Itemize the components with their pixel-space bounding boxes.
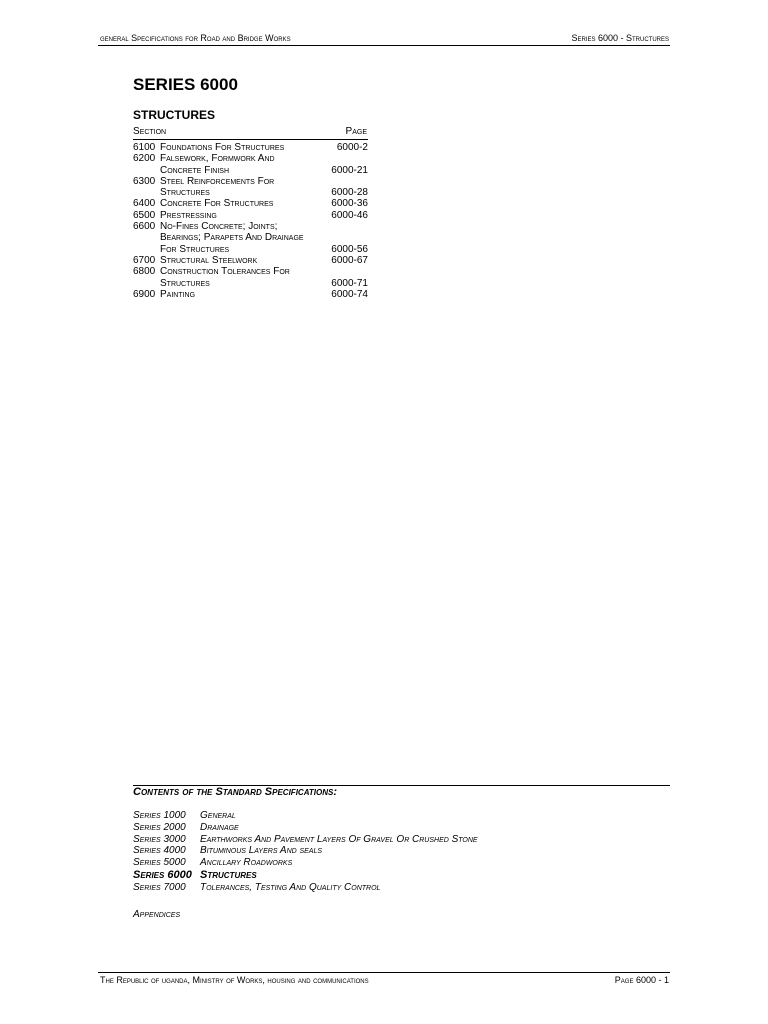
toc-entry-title-line: Concrete For Structures (160, 198, 274, 210)
toc-entry (133, 289, 368, 300)
series-item (133, 882, 478, 894)
series-item-label: Series 4000 (133, 845, 186, 857)
toc-entry-title-line: Structural Steelwork (160, 254, 258, 266)
toc-entry-title-line: Construction Tolerances For (160, 266, 290, 278)
series-item (133, 834, 478, 846)
series-item-title: Structures (200, 868, 257, 881)
page-title: SERIES 6000 (133, 75, 238, 94)
running-header-left: general Specifications for Road and Bridge Works (100, 33, 291, 43)
toc-entry (133, 142, 368, 153)
toc-entry-title-line: Structures (160, 277, 210, 289)
series-item-label: Series 3000 (133, 833, 186, 845)
toc-entry-page: 6000-74 (331, 288, 368, 300)
toc-entry-page: 6000-21 (331, 164, 368, 176)
toc-entry-title-line: Structures (160, 187, 210, 199)
toc-entry-title (160, 266, 308, 289)
toc-entry-number: 6400 (133, 198, 156, 210)
toc-entry-number: 6500 (133, 209, 156, 221)
series-item-label: Series 2000 (133, 821, 186, 833)
toc-entry-title (160, 153, 308, 176)
toc-entry-number: 6300 (133, 175, 156, 187)
toc-entry-title-line: Foundations For Structures (160, 142, 285, 153)
toc-entry-title-line: Steel Reinforcements For (160, 175, 275, 187)
series-item-title: General (200, 810, 236, 821)
series-item-title: Ancillary Roadworks (200, 857, 293, 869)
toc-entry-number: 6800 (133, 266, 156, 278)
section-title: STRUCTURES (133, 108, 216, 122)
toc-entry-number: 6600 (133, 221, 156, 233)
toc-entry-title-line: Painting (160, 288, 196, 300)
running-footer-left: The Republic of uganda, Ministry of Works, housing and communications (100, 975, 369, 985)
series-item-label: Series 5000 (133, 857, 186, 869)
table-of-contents (133, 142, 368, 300)
running-header-right: Series 6000 - Structures (571, 33, 669, 43)
series-item-label: Series 6000 (133, 868, 192, 881)
toc-entry-number: 6100 (133, 142, 156, 153)
toc-entry-title-line: Bearings; Parapets And Drainage (160, 232, 304, 244)
toc-entry-page: 6000-2 (336, 142, 368, 153)
header-rule (98, 45, 670, 46)
footer-rule (98, 972, 670, 973)
toc-entry-page: 6000-67 (331, 254, 368, 266)
toc-entry-title (160, 198, 308, 209)
toc-entry-title (160, 176, 308, 199)
toc-entry-page: 6000-46 (331, 209, 368, 221)
contents-heading: Contents of the Standard Specifications: (133, 786, 337, 798)
series-item (133, 857, 478, 869)
series-item-label: Series 7000 (133, 881, 186, 893)
toc-entry-number: 6700 (133, 254, 156, 266)
toc-entry (133, 176, 368, 199)
toc-entry-title-line: Concrete Finish (160, 164, 230, 176)
toc-entry-title-line: Prestressing (160, 209, 217, 221)
series-item (133, 810, 478, 822)
toc-entry-title-line: Falsework, Formwork And (160, 153, 275, 165)
toc-column-section: Section (133, 126, 167, 137)
toc-entry-title (160, 255, 308, 266)
toc-rule (133, 139, 368, 140)
series-item-title: Bituminous Layers And seals (200, 845, 323, 857)
series-item-title: Earthworks And Pavement Layers Of Gravel Or Crushed Stone (200, 833, 478, 845)
toc-entry (133, 198, 368, 209)
toc-entry-page: 6000-36 (331, 198, 368, 210)
toc-entry (133, 266, 368, 289)
toc-entry-number: 6200 (133, 153, 156, 165)
appendices-label: Appendices (133, 909, 181, 920)
toc-entry-title (160, 142, 308, 153)
series-item (133, 869, 478, 882)
toc-entry (133, 153, 368, 176)
series-item-title: Tolerances, Testing And Quality Control (200, 881, 381, 893)
toc-entry-title (160, 221, 308, 255)
toc-entry (133, 210, 368, 221)
toc-entry-title-line: For Structures (160, 243, 230, 255)
toc-column-page: Page (345, 126, 367, 137)
page-number: Page 6000 - 1 (614, 975, 669, 985)
series-list (133, 810, 478, 894)
series-item (133, 822, 478, 834)
series-item-title: Drainage (200, 821, 239, 833)
toc-entry-title-line: No-Fines Concrete; Joints; (160, 221, 278, 233)
series-item (133, 845, 478, 857)
toc-entry (133, 255, 368, 266)
toc-entry-page: 6000-28 (331, 187, 368, 199)
toc-entry-title (160, 210, 308, 221)
toc-entry-title (160, 289, 308, 300)
series-item-label: Series 1000 (133, 810, 186, 821)
toc-entry-number: 6900 (133, 288, 156, 300)
toc-entry-page: 6000-71 (331, 277, 368, 289)
toc-entry (133, 221, 368, 255)
toc-entry-page: 6000-56 (331, 243, 368, 255)
